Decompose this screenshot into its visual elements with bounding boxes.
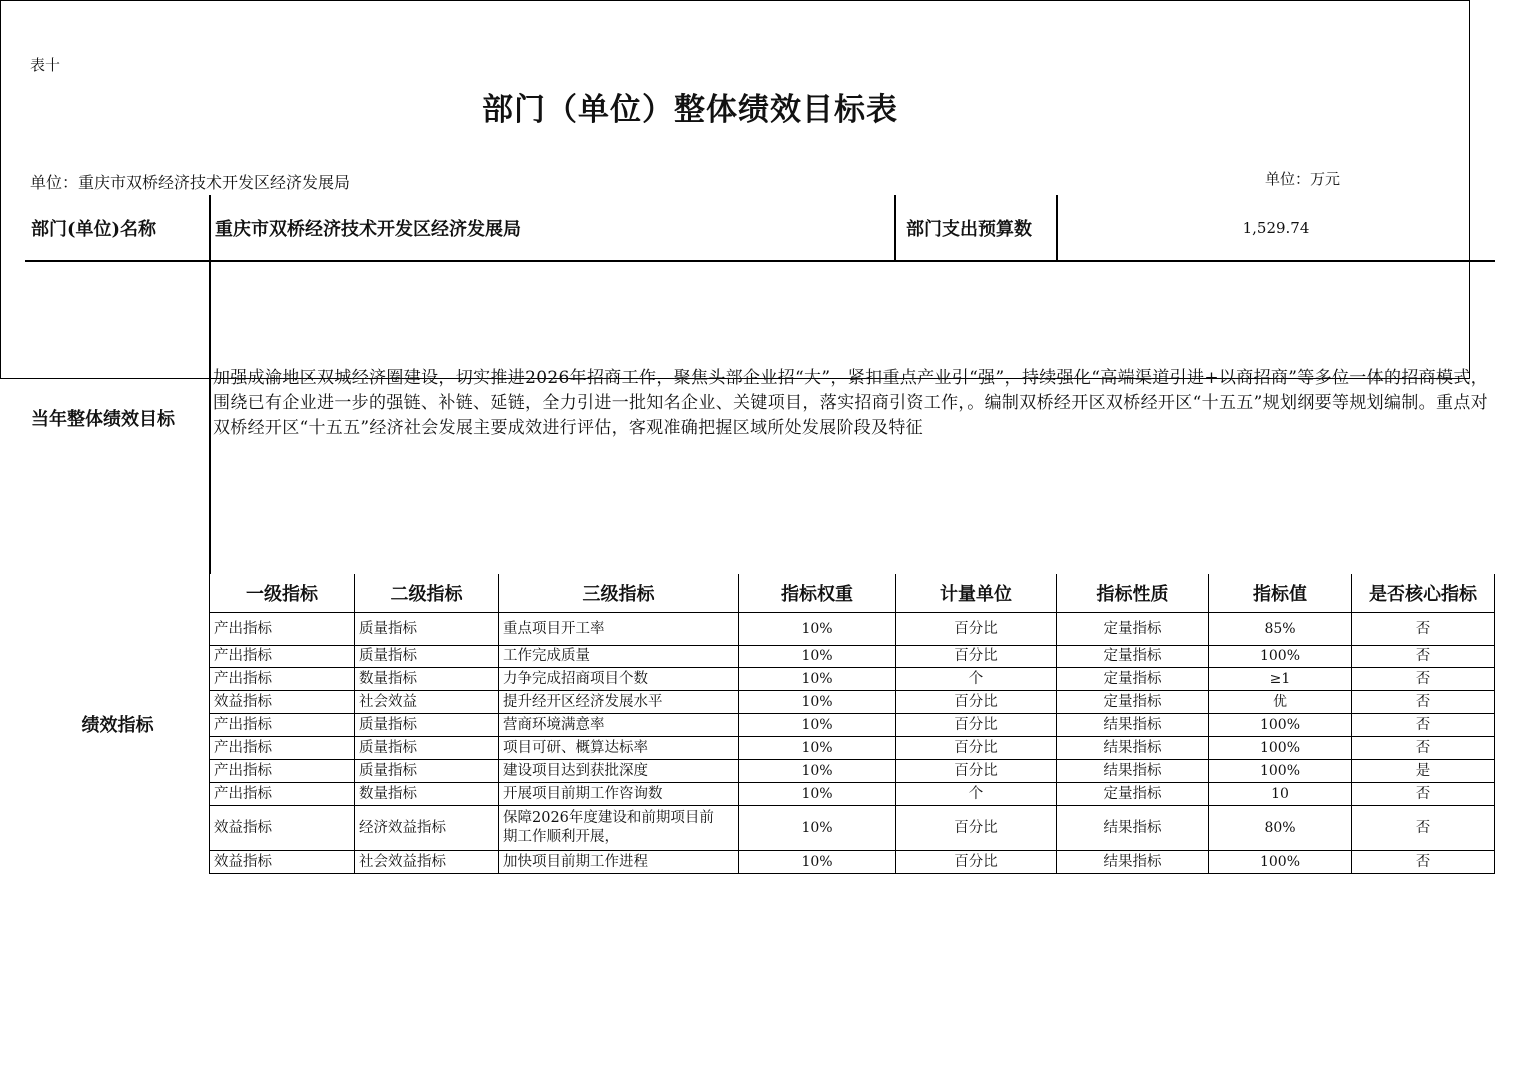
table-cell: 质量指标 bbox=[355, 760, 499, 783]
table-cell: 结果指标 bbox=[1057, 851, 1209, 874]
table-cell: 数量指标 bbox=[355, 783, 499, 806]
table-cell: 重点项目开工率 bbox=[499, 613, 739, 646]
table-cell: 定量指标 bbox=[1057, 646, 1209, 668]
table-cell: 100% bbox=[1209, 851, 1352, 874]
table-row bbox=[210, 851, 1495, 874]
table-cell: 经济效益指标 bbox=[355, 806, 499, 851]
table-row bbox=[210, 646, 1495, 668]
table-cell: 定量指标 bbox=[1057, 613, 1209, 646]
table-row bbox=[210, 691, 1495, 714]
table-cell: 百分比 bbox=[896, 851, 1057, 874]
unit-organization: 单位：重庆市双桥经济技术开发区经济发展局 bbox=[30, 173, 351, 192]
table-cell: 100% bbox=[1209, 737, 1352, 760]
table-cell: 百分比 bbox=[896, 806, 1057, 851]
dept-name-label: 部门(单位)名称 bbox=[31, 219, 157, 240]
table-cell: 百分比 bbox=[896, 737, 1057, 760]
table-row bbox=[210, 613, 1495, 646]
table-cell: 百分比 bbox=[896, 714, 1057, 737]
table-cell: 项目可研、概算达标率 bbox=[499, 737, 739, 760]
table-cell: 否 bbox=[1352, 714, 1495, 737]
divider bbox=[894, 195, 896, 261]
indicators-section-label: 绩效指标 bbox=[81, 715, 154, 736]
column-header: 是否核心指标 bbox=[1352, 574, 1495, 613]
column-header: 一级指标 bbox=[210, 574, 355, 613]
table-cell: 否 bbox=[1352, 851, 1495, 874]
table-cell: 定量指标 bbox=[1057, 783, 1209, 806]
indicators-table bbox=[209, 574, 1495, 874]
table-cell: 百分比 bbox=[896, 760, 1057, 783]
table-cell: 效益指标 bbox=[210, 691, 355, 714]
table-row bbox=[210, 806, 1495, 851]
table-cell: 85% bbox=[1209, 613, 1352, 646]
table-cell: 百分比 bbox=[896, 646, 1057, 668]
table-cell: 100% bbox=[1209, 760, 1352, 783]
table-cell: 否 bbox=[1352, 691, 1495, 714]
table-number: 表十 bbox=[30, 56, 61, 74]
table-cell: 数量指标 bbox=[355, 668, 499, 691]
table-cell: 否 bbox=[1352, 783, 1495, 806]
table-cell: 保障2026年度建设和前期项目前期工作顺利开展， bbox=[499, 806, 739, 851]
table-cell: 10% bbox=[739, 714, 896, 737]
table-cell: 10% bbox=[739, 851, 896, 874]
table-row bbox=[210, 714, 1495, 737]
table-cell: 结果指标 bbox=[1057, 737, 1209, 760]
table-cell: 定量指标 bbox=[1057, 691, 1209, 714]
table-cell: 百分比 bbox=[896, 613, 1057, 646]
table-cell: 10% bbox=[739, 806, 896, 851]
table-cell: 产出指标 bbox=[210, 646, 355, 668]
table-cell: 产出指标 bbox=[210, 714, 355, 737]
table-cell: 100% bbox=[1209, 714, 1352, 737]
table-cell: 质量指标 bbox=[355, 714, 499, 737]
column-header: 指标权重 bbox=[739, 574, 896, 613]
dept-name-value: 重庆市双桥经济技术开发区经济发展局 bbox=[215, 219, 521, 240]
divider bbox=[25, 260, 1495, 262]
table-cell: 工作完成质量 bbox=[499, 646, 739, 668]
page-title: 部门（单位）整体绩效目标表 bbox=[482, 92, 898, 128]
table-cell: 10 bbox=[1209, 783, 1352, 806]
table-cell: 否 bbox=[1352, 668, 1495, 691]
table-cell: 质量指标 bbox=[355, 737, 499, 760]
table-cell: 10% bbox=[739, 691, 896, 714]
column-header: 指标值 bbox=[1209, 574, 1352, 613]
budget-label: 部门支出预算数 bbox=[906, 219, 1032, 240]
table-cell: 10% bbox=[739, 760, 896, 783]
table-cell: 10% bbox=[739, 737, 896, 760]
table-cell: 结果指标 bbox=[1057, 760, 1209, 783]
table-cell: 10% bbox=[739, 646, 896, 668]
table-cell: 10% bbox=[739, 613, 896, 646]
table-row bbox=[210, 737, 1495, 760]
table-cell: 100% bbox=[1209, 646, 1352, 668]
table-cell: 个 bbox=[896, 668, 1057, 691]
goal-text: 加强成渝地区双城经济圈建设，切实推进2026年招商工作，聚焦头部企业招“大”，紧扣重点产业引“强”，持续强化“高端渠道引进+以商招商”等多位一体的招商模式，围绕已有企业进一步的强链、补链、延链，全力引进一批知名企业、关键项目，落实招商引资工作，。编制双桥经开区双桥经开区“十五五”规划纲要等规划编制。重点对双桥经开区“十五五”经济社会发展主要成效进行评估，客观准确把握区域所处发展阶段及特征 bbox=[213, 368, 1488, 438]
table-cell: 社会效益指标 bbox=[355, 851, 499, 874]
table-cell: 结果指标 bbox=[1057, 714, 1209, 737]
table-cell: 社会效益 bbox=[355, 691, 499, 714]
table-cell: 结果指标 bbox=[1057, 806, 1209, 851]
table-cell: 10% bbox=[739, 668, 896, 691]
table-row bbox=[210, 760, 1495, 783]
table-row bbox=[210, 668, 1495, 691]
table-cell: 否 bbox=[1352, 806, 1495, 851]
column-header: 计量单位 bbox=[896, 574, 1057, 613]
table-cell: 定量指标 bbox=[1057, 668, 1209, 691]
table-cell: 产出指标 bbox=[210, 613, 355, 646]
table-cell: 效益指标 bbox=[210, 851, 355, 874]
column-header: 二级指标 bbox=[355, 574, 499, 613]
table-cell: 优 bbox=[1209, 691, 1352, 714]
table-cell: 10% bbox=[739, 783, 896, 806]
table-cell: 加快项目前期工作进程 bbox=[499, 851, 739, 874]
table-cell: 个 bbox=[896, 783, 1057, 806]
table-cell: 百分比 bbox=[896, 691, 1057, 714]
column-header: 指标性质 bbox=[1057, 574, 1209, 613]
table-cell: 质量指标 bbox=[355, 613, 499, 646]
indicators-header-row bbox=[210, 574, 1495, 613]
table-cell: 效益指标 bbox=[210, 806, 355, 851]
table-cell: 否 bbox=[1352, 646, 1495, 668]
table-cell: 质量指标 bbox=[355, 646, 499, 668]
table-cell: 建设项目达到获批深度 bbox=[499, 760, 739, 783]
budget-value: 1,529.74 bbox=[1242, 219, 1310, 237]
table-cell: 产出指标 bbox=[210, 783, 355, 806]
table-cell: 否 bbox=[1352, 613, 1495, 646]
table-cell: 否 bbox=[1352, 737, 1495, 760]
table-cell: 产出指标 bbox=[210, 668, 355, 691]
table-cell: 力争完成招商项目个数 bbox=[499, 668, 739, 691]
goal-label: 当年整体绩效目标 bbox=[31, 408, 175, 430]
table-cell: 提升经开区经济发展水平 bbox=[499, 691, 739, 714]
table-cell: 产出指标 bbox=[210, 760, 355, 783]
table-cell: 开展项目前期工作咨询数 bbox=[499, 783, 739, 806]
table-cell: 是 bbox=[1352, 760, 1495, 783]
column-header: 三级指标 bbox=[499, 574, 739, 613]
table-row bbox=[210, 783, 1495, 806]
unit-currency: 单位：万元 bbox=[1265, 170, 1341, 188]
table-cell: 营商环境满意率 bbox=[499, 714, 739, 737]
table-cell: 产出指标 bbox=[210, 737, 355, 760]
table-cell: ≥1 bbox=[1209, 668, 1352, 691]
table-cell: 80% bbox=[1209, 806, 1352, 851]
